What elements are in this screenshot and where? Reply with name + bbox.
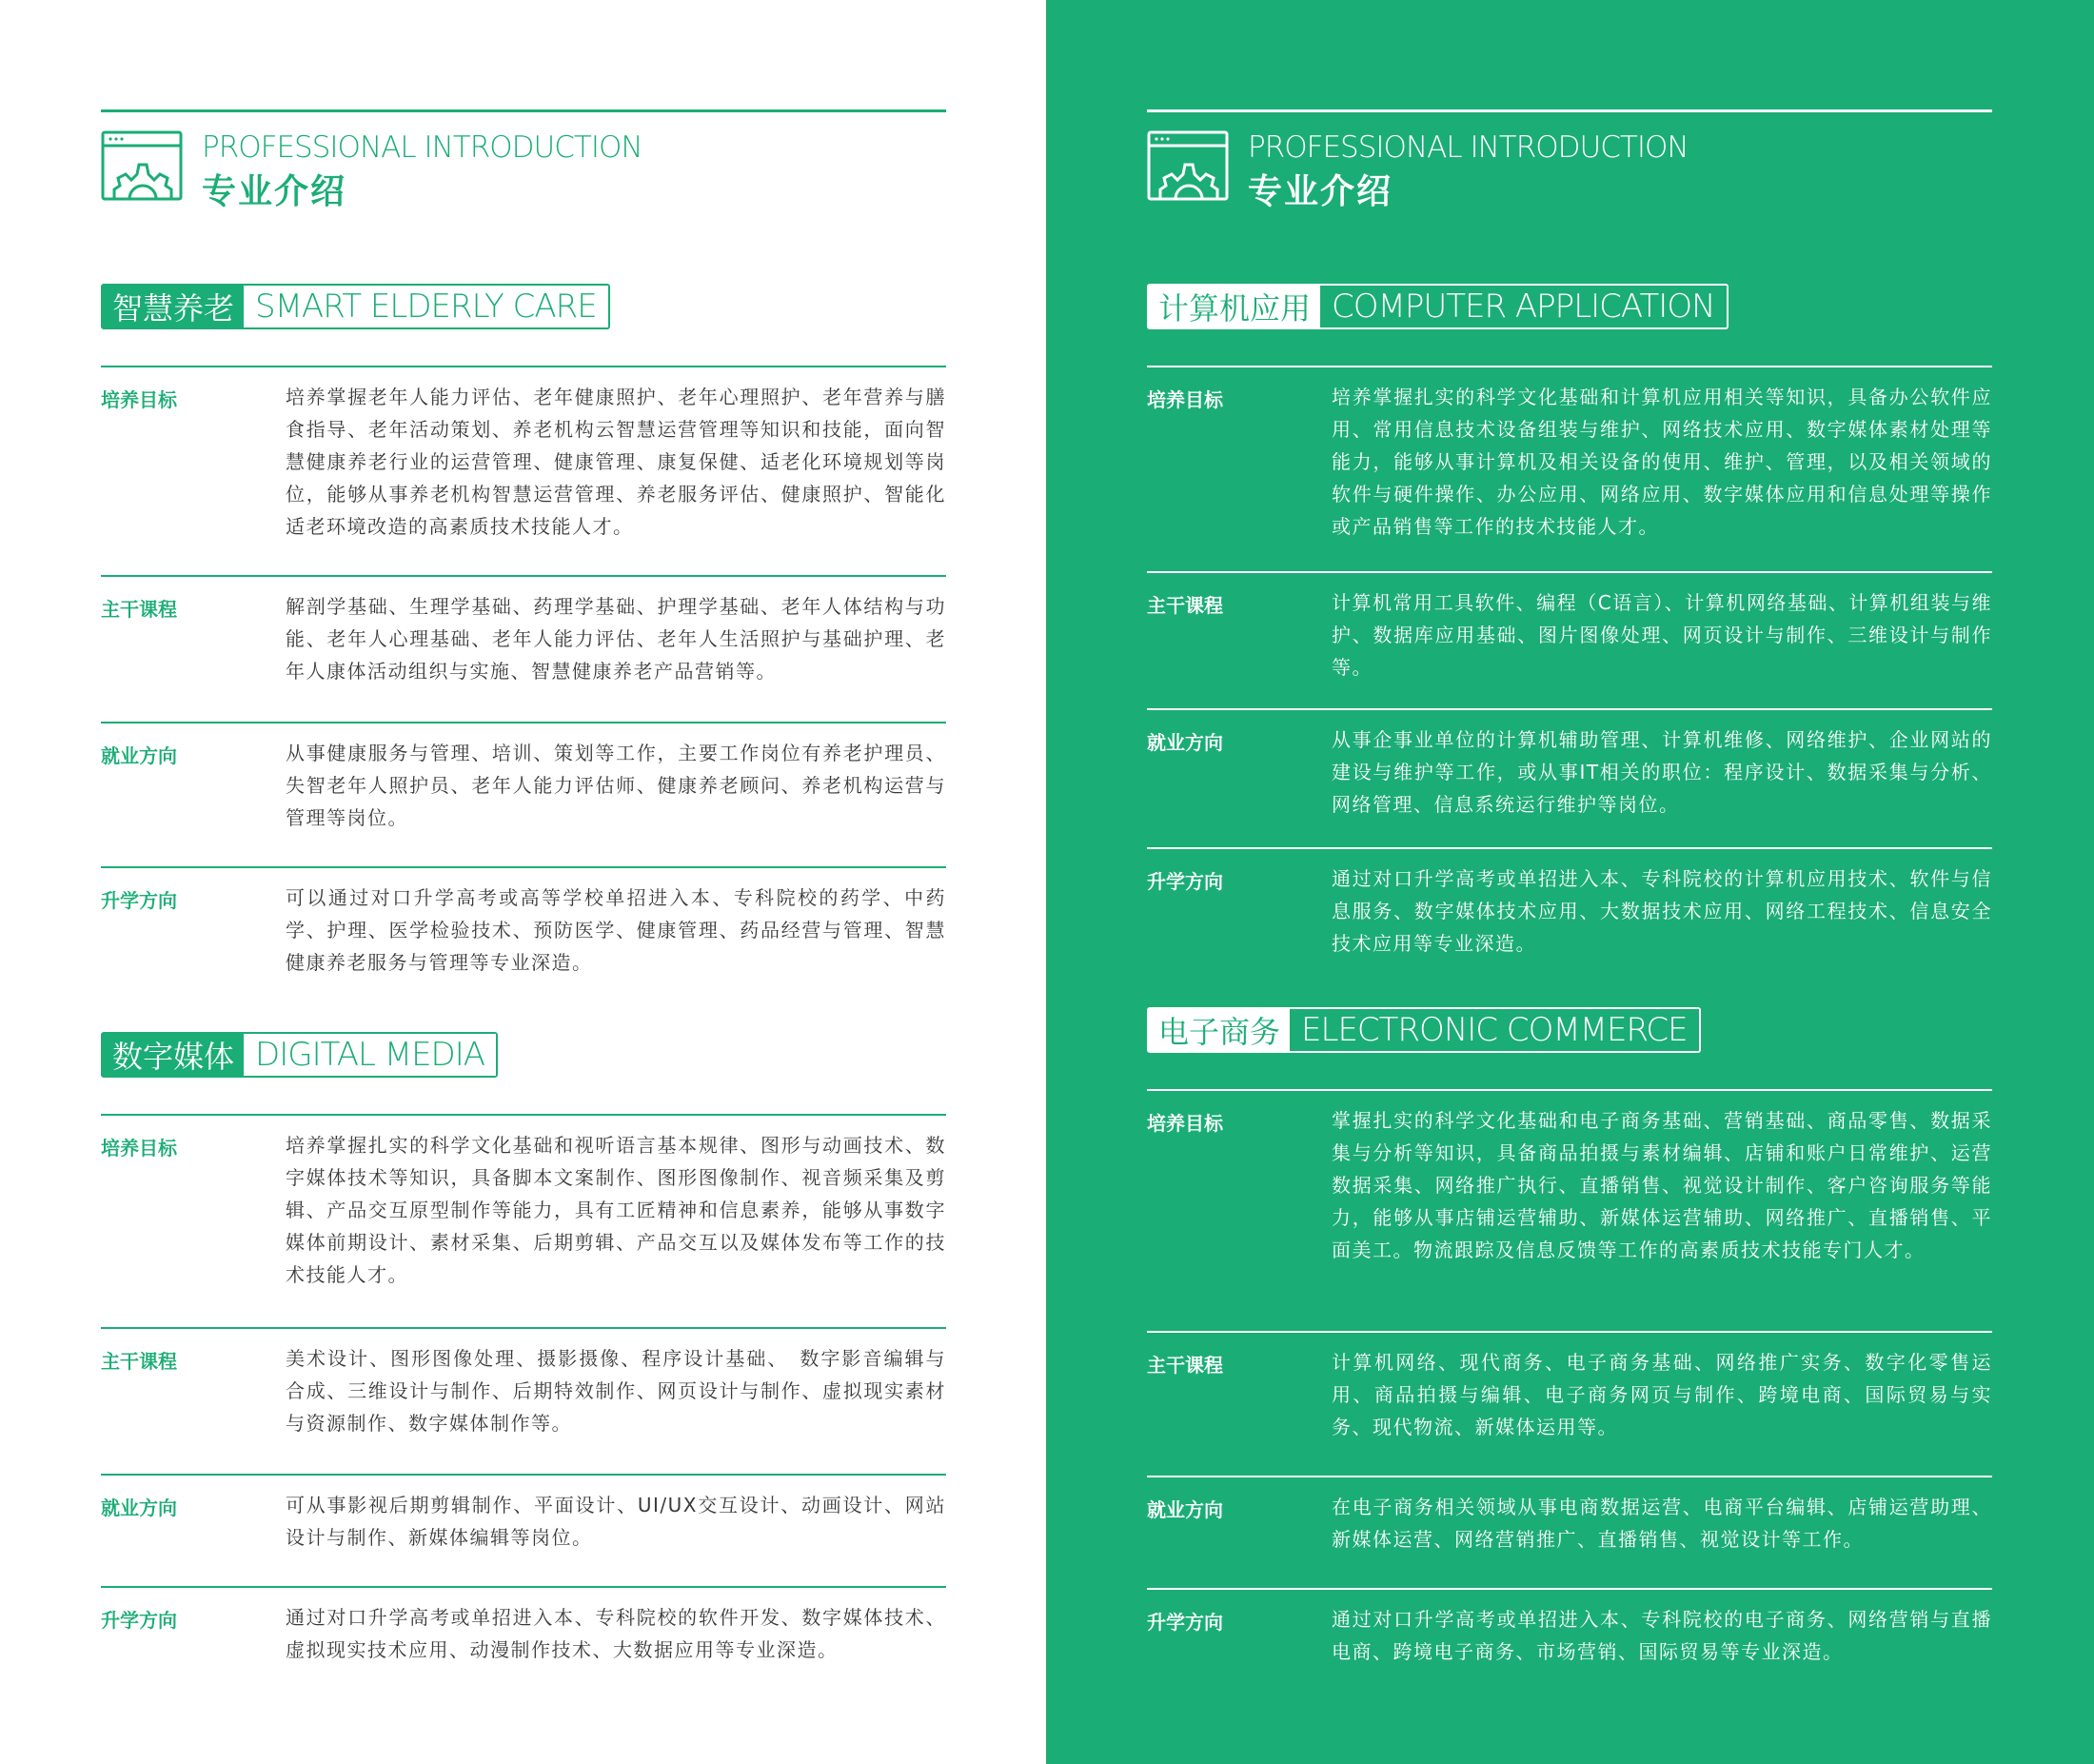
section-tag-chinese: 电子商务 — [1149, 1009, 1290, 1051]
row-text: 可以通过对口升学高考或高等学校单招进入本、专科院校的药学、中药学、护理、医学检验技术、预防医学、健康管理、药品经营与管理、智慧健康养老服务与管理等专业深造。 — [286, 886, 946, 974]
info-row — [1147, 1476, 1992, 1588]
row-text: 培养掌握扎实的科学文化基础和计算机应用相关等知识，具备办公软件应用、常用信息技术设备组装与维护、网络技术应用、数字媒体素材处理等能力，能够从事计算机及相关设备的使用、维护、管理，以及相关领域的软件与硬件操作、办公应用、网络应用、数字媒体应用和信息处理等操作或产品销售等工作的技术技能人才。 — [1332, 386, 1992, 538]
info-row — [101, 1586, 946, 1700]
page-header — [101, 130, 946, 211]
row-text: 通过对口升学高考或单招进入本、专科院校的电子商务、网络营销与直播电商、跨境电子商务、市场营销、国际贸易等专业深造。 — [1332, 1608, 1992, 1663]
info-row — [1147, 1331, 1992, 1476]
browser-gear-icon — [1147, 130, 1229, 201]
info-row — [1147, 1089, 1992, 1331]
browser-gear-icon — [101, 130, 183, 201]
info-row — [1147, 571, 1992, 708]
row-label: 培养目标 — [101, 388, 177, 411]
left-panel — [0, 0, 1046, 1764]
row-label: 就业方向 — [1147, 1498, 1223, 1521]
info-row — [101, 866, 946, 1009]
info-row — [101, 1474, 946, 1586]
info-row — [1147, 708, 1992, 847]
header-english-title: PROFESSIONAL INTRODUCTION — [1248, 130, 1689, 165]
row-label: 就业方向 — [101, 744, 177, 767]
section-tag-english: SMART ELDERLY CARE — [244, 286, 608, 327]
row-text: 培养掌握老年人能力评估、老年健康照护、老年心理照护、老年营养与膳食指导、老年活动策划、养老机构云智慧运营管理等知识和技能，面向智慧健康养老行业的运营管理、健康管理、康复保健、适老化环境规划等岗位，能够从事养老机构智慧运营管理、养老服务评估、健康照护、智能化适老环境改造的高素质技术技能人才。 — [286, 386, 946, 538]
section-tag — [101, 1032, 498, 1078]
row-label: 主干课程 — [1147, 1354, 1223, 1377]
info-row — [101, 575, 946, 722]
row-text: 计算机常用工具软件、编程（C语言）、计算机网络基础、计算机组装与维护、数据库应用基础、图片图像处理、网页设计与制作、三维设计与制作等。 — [1332, 591, 1992, 679]
header-english-title: PROFESSIONAL INTRODUCTION — [202, 130, 642, 165]
row-label: 培养目标 — [101, 1137, 177, 1159]
info-row — [1147, 366, 1992, 573]
section-tag — [1147, 284, 1729, 329]
section-tag-english: ELECTRONIC COMMERCE — [1290, 1009, 1699, 1051]
info-row — [1147, 847, 1992, 990]
row-label: 培养目标 — [1147, 1112, 1223, 1135]
row-label: 主干课程 — [1147, 594, 1223, 617]
section-tag-chinese: 计算机应用 — [1149, 286, 1320, 327]
row-label: 升学方向 — [101, 889, 177, 912]
section-tag-english: DIGITAL MEDIA — [244, 1034, 496, 1076]
info-row — [1147, 1588, 1992, 1702]
row-label: 升学方向 — [1147, 1611, 1223, 1634]
right-content — [1147, 0, 1992, 1764]
header-chinese-title: 专业介绍 — [1248, 172, 1393, 211]
row-label: 主干课程 — [101, 1350, 177, 1373]
info-row — [101, 722, 946, 866]
section-tag — [1147, 1007, 1701, 1053]
row-label: 升学方向 — [1147, 870, 1223, 893]
info-row — [101, 366, 946, 575]
row-text: 美术设计、图形图像处理、摄影摄像、程序设计基础、 数字影音编辑与合成、三维设计与制作、后期特效制作、网页设计与制作、虚拟现实素材与资源制作、数字媒体制作等。 — [286, 1347, 946, 1435]
row-label: 就业方向 — [101, 1496, 177, 1519]
row-text: 从事企事业单位的计算机辅助管理、计算机维修、网络维护、企业网站的建设与维护等工作，或从事IT相关的职位：程序设计、数据采集与分析、网络管理、信息系统运行维护等岗位。 — [1332, 728, 1992, 816]
info-row — [101, 1114, 946, 1323]
row-text: 可从事影视后期剪辑制作、平面设计、UI/UX交互设计、动画设计、网站设计与制作、新媒体编辑等岗位。 — [286, 1494, 946, 1549]
row-text: 计算机网络、现代商务、电子商务基础、网络推广实务、数字化零售运用、商品拍摄与编辑、电子商务网页与制作、跨境电商、国际贸易与实务、现代物流、新媒体运用等。 — [1332, 1351, 1992, 1438]
row-text: 掌握扎实的科学文化基础和电子商务基础、营销基础、商品零售、数据采集与分析等知识，具备商品拍摄与素材编辑、店铺和账户日常维护、运营数据采集、网络推广执行、直播销售、视觉设计制作、客户咨询服务等能力，能够从事店铺运营辅助、新媒体运营辅助、网络推广、直播销售、平面美工。物流跟踪及信息反馈等工作的高素质技术技能专门人才。 — [1332, 1109, 1992, 1261]
row-text: 通过对口升学高考或单招进入本、专科院校的计算机应用技术、软件与信息服务、数字媒体技术应用、大数据技术应用、网络工程技术、信息安全技术应用等专业深造。 — [1332, 867, 1992, 955]
row-text: 从事健康服务与管理、培训、策划等工作，主要工作岗位有养老护理员、失智老年人照护员、老年人能力评估师、健康养老顾问、养老机构运营与管理等岗位。 — [286, 742, 946, 829]
section-tag — [101, 284, 610, 329]
row-label: 主干课程 — [101, 598, 177, 621]
row-text: 解剖学基础、生理学基础、药理学基础、护理学基础、老年人体结构与功能、老年人心理基础、老年人能力评估、老年人生活照护与基础护理、老年人康体活动组织与实施、智慧健康养老产品营销等。 — [286, 595, 946, 683]
section-tag-english: COMPUTER APPLICATION — [1320, 286, 1727, 327]
right-panel — [1046, 0, 2094, 1764]
info-row — [101, 1327, 946, 1474]
page-header — [1147, 130, 1992, 211]
left-content — [101, 0, 946, 1764]
section-tag-chinese: 数字媒体 — [103, 1034, 244, 1076]
row-text: 通过对口升学高考或单招进入本、专科院校的软件开发、数字媒体技术、虚拟现实技术应用、动漫制作技术、大数据应用等专业深造。 — [286, 1606, 946, 1661]
top-rule — [101, 109, 946, 112]
top-rule — [1147, 109, 1992, 112]
row-label: 升学方向 — [101, 1609, 177, 1632]
row-label: 就业方向 — [1147, 731, 1223, 754]
row-text: 培养掌握扎实的科学文化基础和视听语言基本规律、图形与动画技术、数字媒体技术等知识，具备脚本文案制作、图形图像制作、视音频采集及剪辑、产品交互原型制作等能力，具有工匠精神和信息素养，能够从事数字媒体前期设计、素材采集、后期剪辑、产品交互以及媒体发布等工作的技术技能人才。 — [286, 1134, 946, 1286]
header-chinese-title: 专业介绍 — [202, 172, 347, 211]
row-text: 在电子商务相关领域从事电商数据运营、电商平台编辑、店铺运营助理、新媒体运营、网络营销推广、直播销售、视觉设计等工作。 — [1332, 1496, 1992, 1551]
row-label: 培养目标 — [1147, 388, 1223, 411]
section-tag-chinese: 智慧养老 — [103, 286, 244, 327]
